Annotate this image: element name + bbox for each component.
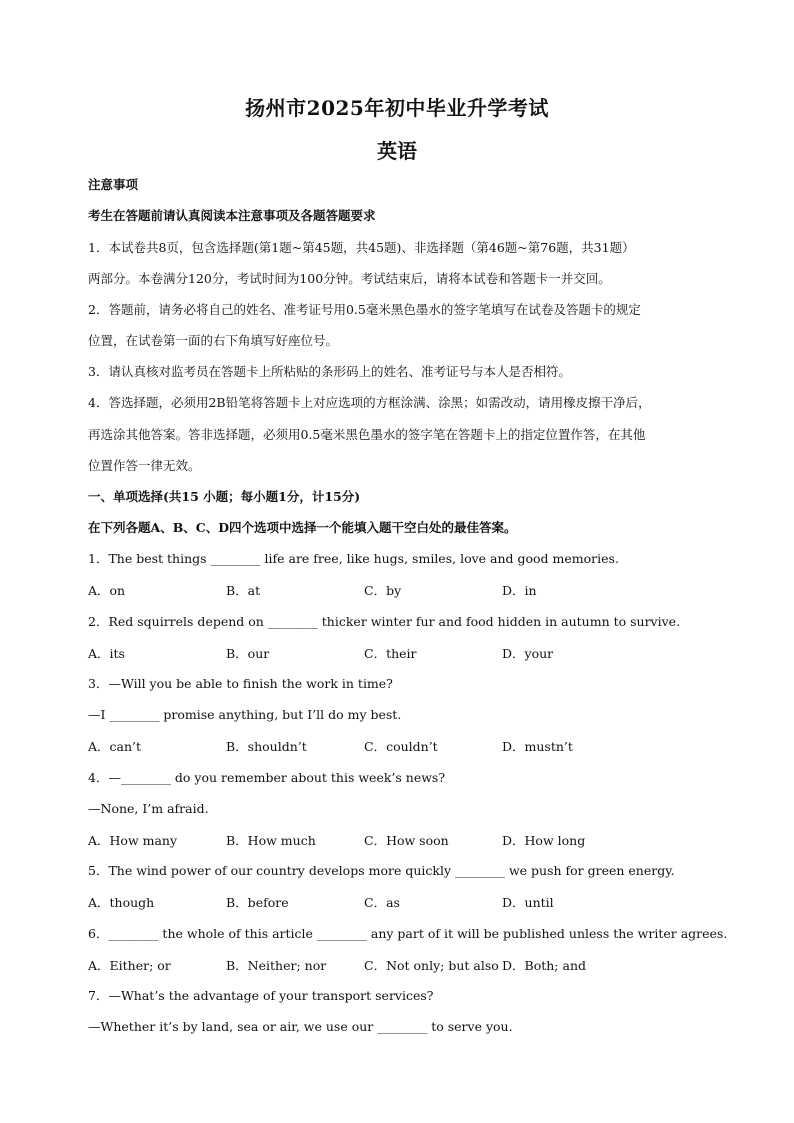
question-options [88, 956, 718, 974]
option-a: A．How many [88, 833, 178, 848]
question-stem: 4．—________ do you remember about this week’s news? [88, 770, 446, 785]
question-options [88, 644, 718, 662]
question-options [88, 831, 718, 849]
option-c: C．Not only; but also [364, 958, 499, 973]
notice-line: 4．答选择题，必须用2B铅笔将答题卡上对应选项的方框涂满、涂黑；如需改动，请用橡皮擦干净后， [88, 395, 651, 410]
option-a: A．can’t [88, 739, 142, 754]
question-options [88, 581, 718, 599]
option-d: D．until [502, 895, 554, 910]
option-b: B．at [226, 583, 261, 598]
notice-subheading: 考生在答题前请认真阅读本注意事项及各题答题要求 [88, 208, 376, 223]
question-stem: 6．________ the whole of this article ________ any part of it will be published unless the writer agrees. [88, 926, 728, 941]
notice-line: 2．答题前，请务必将自己的姓名、准考证号用0.5毫米黑色墨水的签字笔填写在试卷及答题卡的规定 [88, 302, 641, 317]
option-b: B．our [226, 646, 270, 661]
option-a: A．on [88, 583, 126, 598]
option-d: D．mustn’t [502, 739, 573, 754]
question-stem: 3．—Will you be able to finish the work in time? [88, 676, 393, 691]
subject-title: 英语 [377, 139, 417, 163]
notice-line: 两部分。本卷满分120分，考试时间为100分钟。考试结束后，请将本试卷和答题卡一并交回。 [88, 271, 611, 286]
question-stem: 5．The wind power of our country develops more quickly ________ we push for green energy. [88, 863, 675, 878]
option-d: D．How long [502, 833, 586, 848]
section-heading: 一、单项选择(共15 小题；每小题1分，计15分) [88, 489, 361, 504]
option-c: C．by [364, 583, 402, 598]
question-stem: 2．Red squirrels depend on ________ thicker winter fur and food hidden in autumn to survive. [88, 614, 681, 629]
option-d: D．in [502, 583, 537, 598]
notice-line: 再选涂其他答案。答非选择题，必须用0.5毫米黑色墨水的签字笔在答题卡上的指定位置作答，在其他 [88, 427, 646, 442]
option-c: C．couldn’t [364, 739, 438, 754]
question-options [88, 893, 718, 911]
option-c: C．How soon [364, 833, 449, 848]
option-b: B．before [226, 895, 289, 910]
question-stem: —I ________ promise anything, but I’ll do my best. [88, 707, 402, 722]
exam-title: 扬州市2025年初中毕业升学考试 [245, 96, 549, 120]
option-b: B．shouldn’t [226, 739, 307, 754]
notice-heading: 注意事项 [88, 177, 139, 192]
option-a: A．its [88, 646, 125, 661]
question-stem: —Whether it’s by land, sea or air, we use our ________ to serve you. [88, 1019, 513, 1034]
option-b: B．How much [226, 833, 316, 848]
question-stem: —None, I’m afraid. [88, 801, 209, 816]
notice-line: 3．请认真核对监考员在答题卡上所粘贴的条形码上的姓名、准考证号与本人是否相符。 [88, 364, 571, 379]
notice-line: 1．本试卷共8页，包含选择题(第1题~第45题，共45题)、非选择题（第46题~第76题，共31题） [88, 240, 635, 255]
question-stem: 1．The best things ________ life are free, like hugs, smiles, love and good memories. [88, 551, 619, 566]
option-a: A．Either; or [88, 958, 171, 973]
question-stem: 7．—What’s the advantage of your transport services? [88, 988, 434, 1003]
option-a: A．though [88, 895, 155, 910]
option-d: D．your [502, 646, 554, 661]
notice-line: 位置，在试卷第一面的右下角填写好座位号。 [88, 333, 339, 348]
option-c: C．their [364, 646, 417, 661]
question-options [88, 737, 718, 755]
option-b: B．Neither; nor [226, 958, 327, 973]
option-c: C．as [364, 895, 400, 910]
option-d: D．Both; and [502, 958, 586, 973]
section-instruction: 在下列各题A、B、C、D四个选项中选择一个能填入题干空白处的最佳答案。 [88, 520, 517, 535]
notice-line: 位置作答一律无效。 [88, 458, 201, 473]
